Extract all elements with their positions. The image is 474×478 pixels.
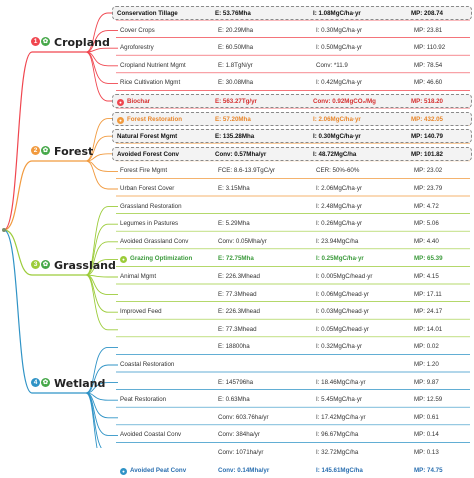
measure-intensity: I: 23.94MgC/ha (316, 237, 359, 245)
measure-name-text: Rice Cultivation Mgmt (120, 79, 181, 87)
grass-icon: ✿ (42, 261, 49, 268)
measure-potential: MP: 65.39 (414, 255, 443, 263)
measure-intensity: Conv: *11.9 (316, 61, 348, 69)
measure-extent: E: 77.3Mhead (218, 290, 257, 298)
measure-row (112, 94, 472, 108)
measure-name (120, 76, 180, 90)
measure-name-text: Urban Forest Cover (120, 185, 175, 192)
measure-name-text: Avoided Forest Conv (117, 150, 179, 158)
measure-name (120, 182, 174, 196)
measure-row (114, 376, 472, 390)
measure-potential: MP: 432.05 (411, 115, 443, 123)
category-badges (31, 260, 53, 270)
measure-name-text: Animal Mgmt (120, 273, 157, 280)
measure-potential: MP: 110.92 (414, 44, 446, 52)
measure-potential: MP: 5.06 (414, 220, 439, 228)
measure-extent: Conv: 603.76ha/yr (218, 413, 269, 421)
root-node (2, 228, 6, 232)
measure-intensity: I: 0.05MgC/head·yr (316, 325, 369, 333)
measure-name-text: Cover Crops (120, 26, 155, 34)
measure-row (112, 129, 472, 143)
measure-intensity: Conv: 0.92MgCO₂/Mg (313, 98, 376, 105)
measure-name-text: Grazing Optimization (130, 255, 193, 263)
measure-potential: MP: 24.17 (414, 308, 443, 316)
measure-row (114, 217, 472, 231)
measure-extent: E: 226.3Mhead (218, 273, 260, 280)
measure-extent: Conv: 384ha/yr (218, 431, 260, 439)
measure-intensity: I: 1.08MgC/ha·yr (313, 10, 361, 17)
measure-row (114, 270, 472, 284)
measure-name (117, 148, 179, 162)
measure-extent: E: 72.75Mha (218, 255, 254, 263)
measure-name-text: Avoided Peat Conv (130, 466, 187, 474)
measure-intensity: I: 0.06MgC/head·yr (316, 290, 369, 298)
measure-potential: MP: 0.61 (414, 413, 439, 421)
measure-potential: MP: 4.72 (414, 202, 439, 210)
measure-extent: E: 57.20Mha (215, 115, 251, 123)
measure-intensity: I: 2.48MgC/ha·yr (316, 202, 363, 210)
measure-intensity: I: 145.61MgC/ha (316, 466, 363, 474)
wheat-icon: ✿ (42, 38, 49, 45)
measure-intensity: I: 0.30MgC/ha·yr (313, 133, 361, 141)
measure-name (120, 164, 167, 178)
measure-name (120, 59, 186, 73)
measure-name-text: Agroforestry (120, 44, 154, 52)
measure-name (117, 95, 150, 109)
measure-name (120, 235, 188, 249)
category-label-forest: Forest (54, 145, 94, 158)
measure-marker-icon: ● (120, 256, 127, 263)
measure-name-text: Grassland Restoration (120, 202, 182, 210)
measure-name-text: Avoided Coastal Conv (120, 431, 182, 439)
measure-row (114, 411, 472, 425)
measure-row (112, 147, 472, 161)
measure-name-text: Cropland Nutrient Mgmt (120, 61, 186, 69)
measure-name (120, 252, 192, 266)
measure-intensity: I: 18.46MgC/ha·yr (316, 378, 366, 386)
measure-row (114, 446, 472, 460)
measure-potential: MP: 23.02 (414, 167, 443, 175)
measure-name (120, 464, 186, 478)
measure-intensity: I: 0.30MgC/ha·yr (316, 26, 363, 34)
measure-extent: FCE: 8.6-13.9TgC/yr (218, 167, 276, 175)
measure-name (117, 7, 178, 21)
category-label-grassland: Grassland (54, 259, 116, 272)
root-branch-wetland (4, 230, 86, 393)
measure-name-text: Forest Fire Mgmt (120, 167, 168, 175)
measure-row (114, 393, 472, 407)
measure-name-text: Avoided Grassland Conv (120, 237, 189, 245)
measure-name-text: Natural Forest Mgmt (117, 133, 178, 141)
measure-row (112, 112, 472, 126)
measure-marker-icon: ● (117, 99, 124, 106)
measure-potential: MP: 101.82 (411, 150, 443, 158)
measure-extent: E: 145796ha (218, 378, 254, 386)
water-icon: ✿ (42, 379, 49, 386)
measure-row (114, 59, 472, 73)
measure-potential: MP: 4.40 (414, 237, 439, 245)
measure-extent: E: 1.8TgN/yr (218, 61, 253, 69)
measure-extent: E: 5.29Mha (218, 220, 250, 228)
measure-extent: E: 60.50Mha (218, 44, 254, 52)
measure-row (114, 252, 472, 266)
measure-extent: E: 18800ha (218, 343, 250, 351)
measure-name-text: Forest Restoration (127, 115, 183, 123)
category-number-badge: 3 (31, 260, 40, 269)
measure-intensity: I: 0.26MgC/ha·yr (316, 220, 363, 228)
measure-row (114, 340, 472, 354)
measure-name (120, 428, 181, 442)
measure-name (117, 130, 177, 144)
measure-potential: MP: 46.60 (414, 79, 443, 87)
measure-intensity: I: 48.72MgC/ha (313, 150, 357, 158)
measure-row (114, 358, 472, 372)
measure-extent: Conv: 0.57Mha/yr (215, 150, 267, 158)
measure-extent: E: 20.29Mha (218, 26, 254, 34)
measure-intensity: I: 0.42MgC/ha·yr (316, 79, 363, 87)
measure-name-text: Improved Feed (120, 308, 162, 316)
measure-name (120, 41, 154, 55)
measure-potential: MP: 74.75 (414, 466, 443, 474)
measure-potential: MP: 9.87 (414, 378, 439, 386)
measure-intensity: I: 0.005MgC/head·yr (316, 273, 373, 280)
measure-extent: E: 30.08Mha (218, 79, 254, 87)
measure-row (114, 323, 472, 337)
category-badges (31, 378, 53, 388)
measure-intensity: I: 2.06MgC/ha·yr (316, 185, 363, 192)
category-badges (31, 146, 53, 156)
measure-intensity: I: 96.67MgC/ha (316, 431, 359, 439)
measure-extent: E: 563.27Tg/yr (215, 98, 257, 105)
category-label-wetland: Wetland (54, 377, 106, 390)
measure-row (114, 164, 472, 178)
measure-name-text: Legumes in Pastures (120, 220, 179, 228)
measure-row (114, 200, 472, 214)
measure-marker-icon: ● (120, 468, 127, 475)
measure-row (112, 6, 472, 20)
measure-row (114, 182, 472, 196)
category-number-badge: 1 (31, 37, 40, 46)
measure-extent: E: 77.3Mhead (218, 325, 257, 333)
category-number-badge: 4 (31, 378, 40, 387)
measure-potential: MP: 12.59 (414, 396, 443, 404)
measure-extent: E: 53.76Mha (215, 10, 251, 17)
measure-name (120, 270, 156, 284)
measure-row (114, 428, 472, 442)
measure-potential: MP: 0.14 (414, 431, 439, 439)
measure-potential: MP: 1.20 (414, 361, 439, 368)
measure-row (114, 76, 472, 90)
category-label-cropland: Cropland (54, 36, 110, 49)
measure-potential: MP: 0.13 (414, 449, 439, 456)
measure-intensity: I: 0.32MgC/ha·yr (316, 343, 363, 351)
measure-potential: MP: 0.02 (414, 343, 439, 351)
measure-potential: MP: 23.79 (414, 185, 443, 192)
category-badges (31, 37, 53, 47)
tree-icon: ✿ (42, 147, 49, 154)
measure-name-text: Conservation Tillage (117, 10, 178, 17)
measure-potential: MP: 4.15 (414, 273, 439, 280)
measure-marker-icon: ● (117, 117, 124, 124)
measure-potential: MP: 17.11 (414, 290, 442, 298)
measure-name (120, 200, 182, 214)
measure-name-text: Biochar (127, 98, 151, 105)
measure-row (114, 288, 472, 302)
measure-extent: E: 226.3Mhead (218, 308, 260, 316)
category-number-badge: 2 (31, 146, 40, 155)
measure-name (120, 217, 178, 231)
measure-name (120, 358, 174, 372)
measure-potential: MP: 23.81 (414, 26, 443, 34)
measure-potential: MP: 140.79 (411, 133, 443, 141)
measure-name (120, 24, 155, 38)
measure-name (117, 113, 182, 127)
measure-intensity: I: 0.50MgC/ha·yr (316, 44, 363, 52)
measure-extent: E: 0.63Mha (218, 396, 250, 404)
measure-intensity: I: 17.42MgC/ha·yr (316, 413, 366, 421)
measure-potential: MP: 208.74 (411, 10, 443, 17)
measure-name (120, 305, 162, 319)
measure-name (120, 393, 166, 407)
measure-potential: MP: 78.54 (414, 61, 443, 69)
measure-row (114, 235, 472, 249)
measure-extent: Conv: 0.14Mha/yr (218, 466, 270, 474)
measure-intensity: I: 2.06MgC/ha·yr (313, 115, 361, 123)
measure-extent: E: 135.28Mha (215, 133, 255, 141)
measure-extent: E: 3.15Mha (218, 185, 250, 192)
measure-row (114, 464, 472, 478)
measure-potential: MP: 518.20 (411, 98, 443, 105)
measure-extent: Conv: 1071ha/yr (218, 449, 264, 456)
measure-intensity: I: 0.25MgC/ha·yr (316, 255, 364, 263)
measure-row (114, 305, 472, 319)
measure-intensity: I: 5.45MgC/ha·yr (316, 396, 363, 404)
measure-row (114, 41, 472, 55)
measure-intensity: CER: 50%-60% (316, 167, 360, 175)
measure-row (114, 24, 472, 38)
measure-potential: MP: 14.01 (414, 325, 443, 333)
measure-intensity: I: 32.72MgC/ha (316, 449, 359, 456)
measure-extent: Conv: 0.05Mha/yr (218, 237, 267, 245)
measure-intensity: I: 0.03MgC/head·yr (316, 308, 369, 316)
measure-name-text: Peat Restoration (120, 396, 167, 404)
measure-name-text: Coastal Restoration (120, 361, 175, 368)
